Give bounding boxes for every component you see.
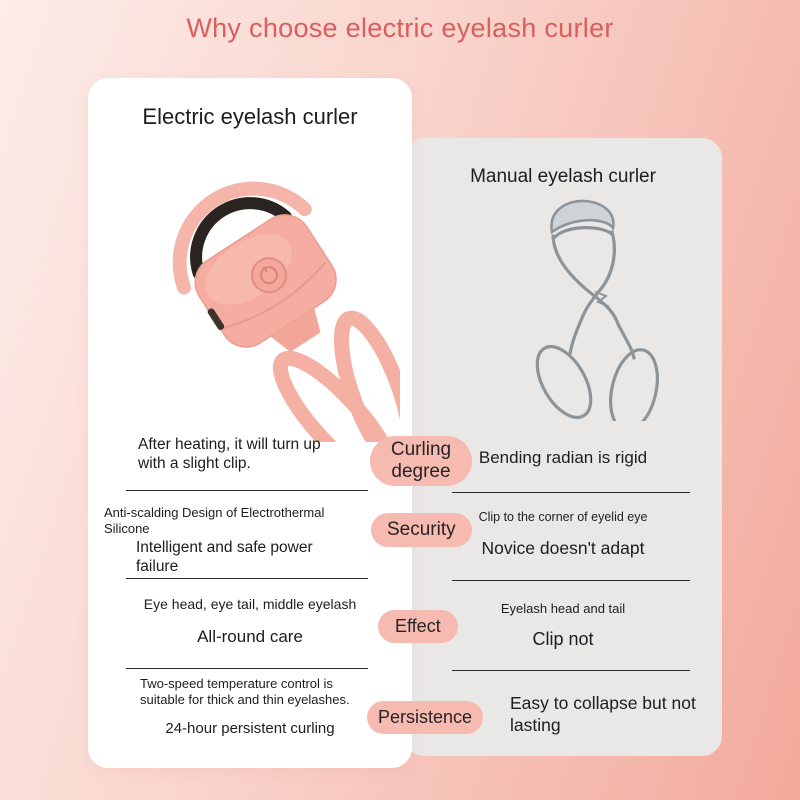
manual-eyelash-curler-illustration: [492, 196, 702, 421]
label-pill-security: Security: [371, 513, 472, 547]
manual-security-text: Novice doesn't adapt: [481, 538, 645, 558]
electric-effect-subtext: Eye head, eye tail, middle eyelash: [143, 596, 357, 612]
manual-security-subtext: Clip to the corner of eyelid eye: [478, 510, 648, 524]
electric-persistence-text: 24-hour persistent curling: [165, 720, 335, 737]
divider: [452, 670, 690, 671]
electric-security-text: Intelligent and safe power failure: [136, 539, 313, 576]
divider: [126, 578, 368, 579]
electric-persistence-subtext: Two-speed temperature control is suitable for thick and thin eyelashes.: [140, 676, 350, 708]
electric-curling-text: After heating, it will turn up with a slight clip.: [138, 436, 321, 473]
page-title: Why choose electric eyelash curler: [186, 13, 614, 43]
manual-persistence-text: Easy to collapse but not lasting: [510, 693, 696, 735]
label-pill-persistence: Persistence: [367, 701, 483, 734]
manual-effect-subtext: Eyelash head and tail: [500, 601, 626, 616]
electric-curler-card: [88, 78, 412, 768]
label-pill-curling-degree: Curling degree: [370, 436, 472, 486]
manual-effect-text: Clip not: [532, 629, 594, 649]
label-pill-effect: Effect: [378, 610, 458, 643]
electric-security-subtext: Anti-scalding Design of Electrothermal Silicone: [104, 505, 325, 537]
divider: [126, 668, 368, 669]
divider: [126, 490, 368, 491]
divider: [452, 492, 690, 493]
manual-card-title: Manual eyelash curler: [470, 166, 656, 187]
divider: [452, 580, 690, 581]
electric-card-title: Electric eyelash curler: [142, 104, 358, 129]
electric-effect-text: All-round care: [197, 627, 303, 646]
manual-curling-text: Bending radian is rigid: [478, 448, 648, 467]
electric-eyelash-curler-illustration: [100, 142, 400, 442]
